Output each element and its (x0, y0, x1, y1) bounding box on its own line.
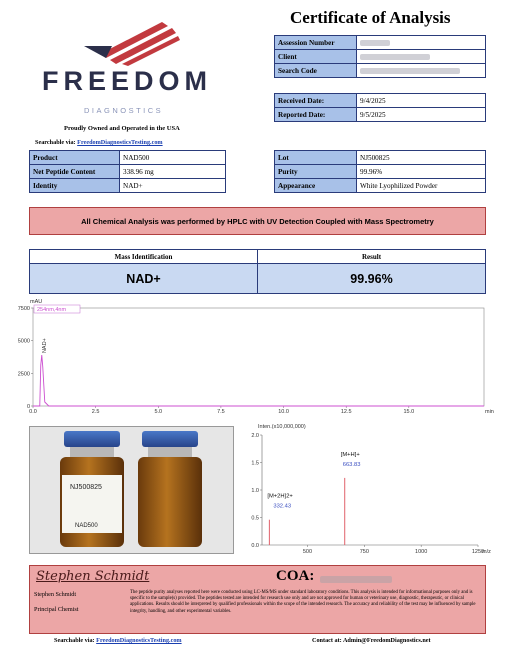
product-label: Product (30, 151, 120, 165)
vials-image (30, 427, 234, 554)
contact-label: Contact at: (312, 637, 342, 644)
owned-statement: Proudly Owned and Operated in the USA (64, 125, 180, 132)
bottom-searchable (54, 637, 182, 644)
signer-name: Stephen Schmidt (34, 591, 77, 598)
disclaimer-text: The peptide purity analyses reported here were conducted using LC-MS/MS under standard laboratory conditions. This analysis is intended for informational purposes only and is specific to the sample(s) provided. The peptides tested are intended for research use only and are not approved for human or veterinary use, diagnostic, therapeutic, or clinical applications. Results should be interpreted by qualified professionals within the scope of the intended research. The accuracy and reliability of the test may be influenced by sample integrity, handling, and other experimental variables. (130, 590, 476, 614)
x-tick-label: 5.0 (154, 409, 163, 415)
coa-number-redacted (320, 576, 392, 583)
ms-y-tick-label: 0.0 (251, 543, 259, 549)
table-value-redacted (357, 50, 486, 64)
mass-identification-table (29, 249, 486, 294)
lot-label: Lot (275, 151, 357, 165)
ms-y-tick-label: 0.5 (251, 515, 259, 522)
searchable-line (35, 139, 163, 146)
signature: Stephen Schmidt (36, 569, 150, 584)
product-table-right (274, 150, 486, 193)
bottom-searchable-label: Searchable via: (54, 637, 95, 644)
ms-x-tick-label: 1000 (415, 549, 428, 555)
table-row (275, 179, 486, 193)
vial-lot-label: NJ500825 (70, 484, 102, 491)
x-tick-label: 12.5 (340, 409, 352, 415)
flag-swoosh-icon (82, 16, 182, 66)
ms-x-tick-label: 750 (359, 549, 369, 555)
peak-label: NAD+ (41, 338, 48, 354)
y-tick-label: 2500 (17, 371, 30, 378)
legend-box (34, 305, 80, 313)
received-label: Received Date: (275, 94, 357, 108)
identity-value: NAD+ (120, 179, 226, 193)
y-axis-label: mAU (30, 299, 43, 305)
table-row (30, 165, 226, 179)
table-row (275, 50, 486, 64)
mass-result-value: 99.96% (258, 264, 486, 294)
vials-photo (29, 426, 234, 554)
y-tick-label: 7500 (17, 306, 30, 312)
y-tick-label: 5000 (17, 338, 30, 345)
x-axis-label: min (485, 409, 494, 415)
table-label: Search Code (275, 64, 357, 78)
logo-wordmark: FREEDOM (42, 66, 212, 96)
table-row (30, 151, 226, 165)
searchable-link[interactable]: FreedomDiagnosticsTesting.com (77, 139, 163, 146)
chromatogram-trace (33, 355, 484, 406)
table-row (275, 64, 486, 78)
table-label: Assession Number (275, 36, 357, 50)
product-value: NAD500 (120, 151, 226, 165)
received-date: 9/4/2025 (357, 94, 486, 108)
header-info-table (274, 35, 486, 78)
table-header-row (30, 250, 486, 264)
ms-x-tick-label: 500 (302, 549, 313, 555)
ms-ion-label: [M+2H]2+ (267, 493, 293, 500)
bottom-searchable-link[interactable]: FreedomDiagnosticsTesting.com (96, 637, 182, 644)
mass-id-header: Mass Identification (30, 250, 258, 264)
ms-ion-label: [M+H]+ (340, 451, 360, 458)
net-peptide-label: Net Peptide Content (30, 165, 120, 179)
logo-subtitle: DIAGNOSTICS (84, 106, 164, 115)
bottom-contact (312, 637, 431, 644)
reported-date: 9/5/2025 (357, 108, 486, 122)
purity-value: 99.96% (357, 165, 486, 179)
reported-label: Reported Date: (275, 108, 357, 122)
product-table-left (29, 150, 226, 193)
ms-x-tick-label: 1250 (471, 549, 485, 555)
company-logo (20, 14, 220, 114)
hplc-chromatogram (8, 296, 494, 418)
identity-label: Identity (30, 179, 120, 193)
x-tick-label: 0.0 (29, 409, 37, 415)
ms-y-tick-label: 1.0 (251, 488, 259, 494)
mass-spectrum (238, 423, 496, 559)
vial-product-label: NAD500 (75, 523, 98, 529)
appearance-label: Appearance (275, 179, 357, 193)
signer-role: Principal Chemist (34, 606, 79, 613)
table-row (275, 36, 486, 50)
ms-title: Inten.(x10,000,000) (258, 424, 306, 430)
x-tick-label: 2.5 (91, 409, 100, 415)
table-row (30, 179, 226, 193)
y-tick-label: 0 (26, 404, 30, 410)
page-title: Certificate of Analysis (290, 8, 451, 27)
method-banner: All Chemical Analysis was performed by HPLC with UV Detection Coupled with Mass Spectrometry (29, 207, 486, 235)
table-label: Client (275, 50, 357, 64)
plot-frame (33, 308, 484, 406)
x-tick-label: 15.0 (403, 409, 415, 415)
ms-x-axis-label: m/z (482, 549, 491, 555)
purity-label: Purity (275, 165, 357, 179)
mass-identity-value: NAD+ (30, 264, 258, 294)
contact-email[interactable]: Admin@FreedomDiagnostics.net (342, 637, 431, 644)
coa-label: COA: (276, 568, 315, 584)
ms-mz-label: 332.43 (273, 503, 292, 510)
result-header: Result (258, 250, 486, 264)
table-value-redacted (357, 64, 486, 78)
ms-mz-label: 663.83 (342, 461, 361, 468)
table-row (30, 264, 486, 294)
table-value-redacted (357, 36, 486, 50)
net-peptide-value: 338.96 mg (120, 165, 226, 179)
lot-value: NJ500825 (357, 151, 486, 165)
x-tick-label: 10.0 (278, 409, 289, 415)
footer-panel (29, 565, 486, 634)
appearance-value: White Lyophilized Powder (357, 179, 486, 193)
dates-table (274, 93, 486, 122)
searchable-label: Searchable via: (35, 139, 76, 146)
x-tick-label: 7.5 (217, 409, 225, 415)
ms-y-tick-label: 2.0 (251, 433, 259, 439)
table-row (275, 151, 486, 165)
legend-label: 254nm,4nm (37, 307, 67, 313)
ms-y-tick-label: 1.5 (251, 460, 259, 467)
table-row (275, 108, 486, 122)
table-row (275, 94, 486, 108)
table-row (275, 165, 486, 179)
